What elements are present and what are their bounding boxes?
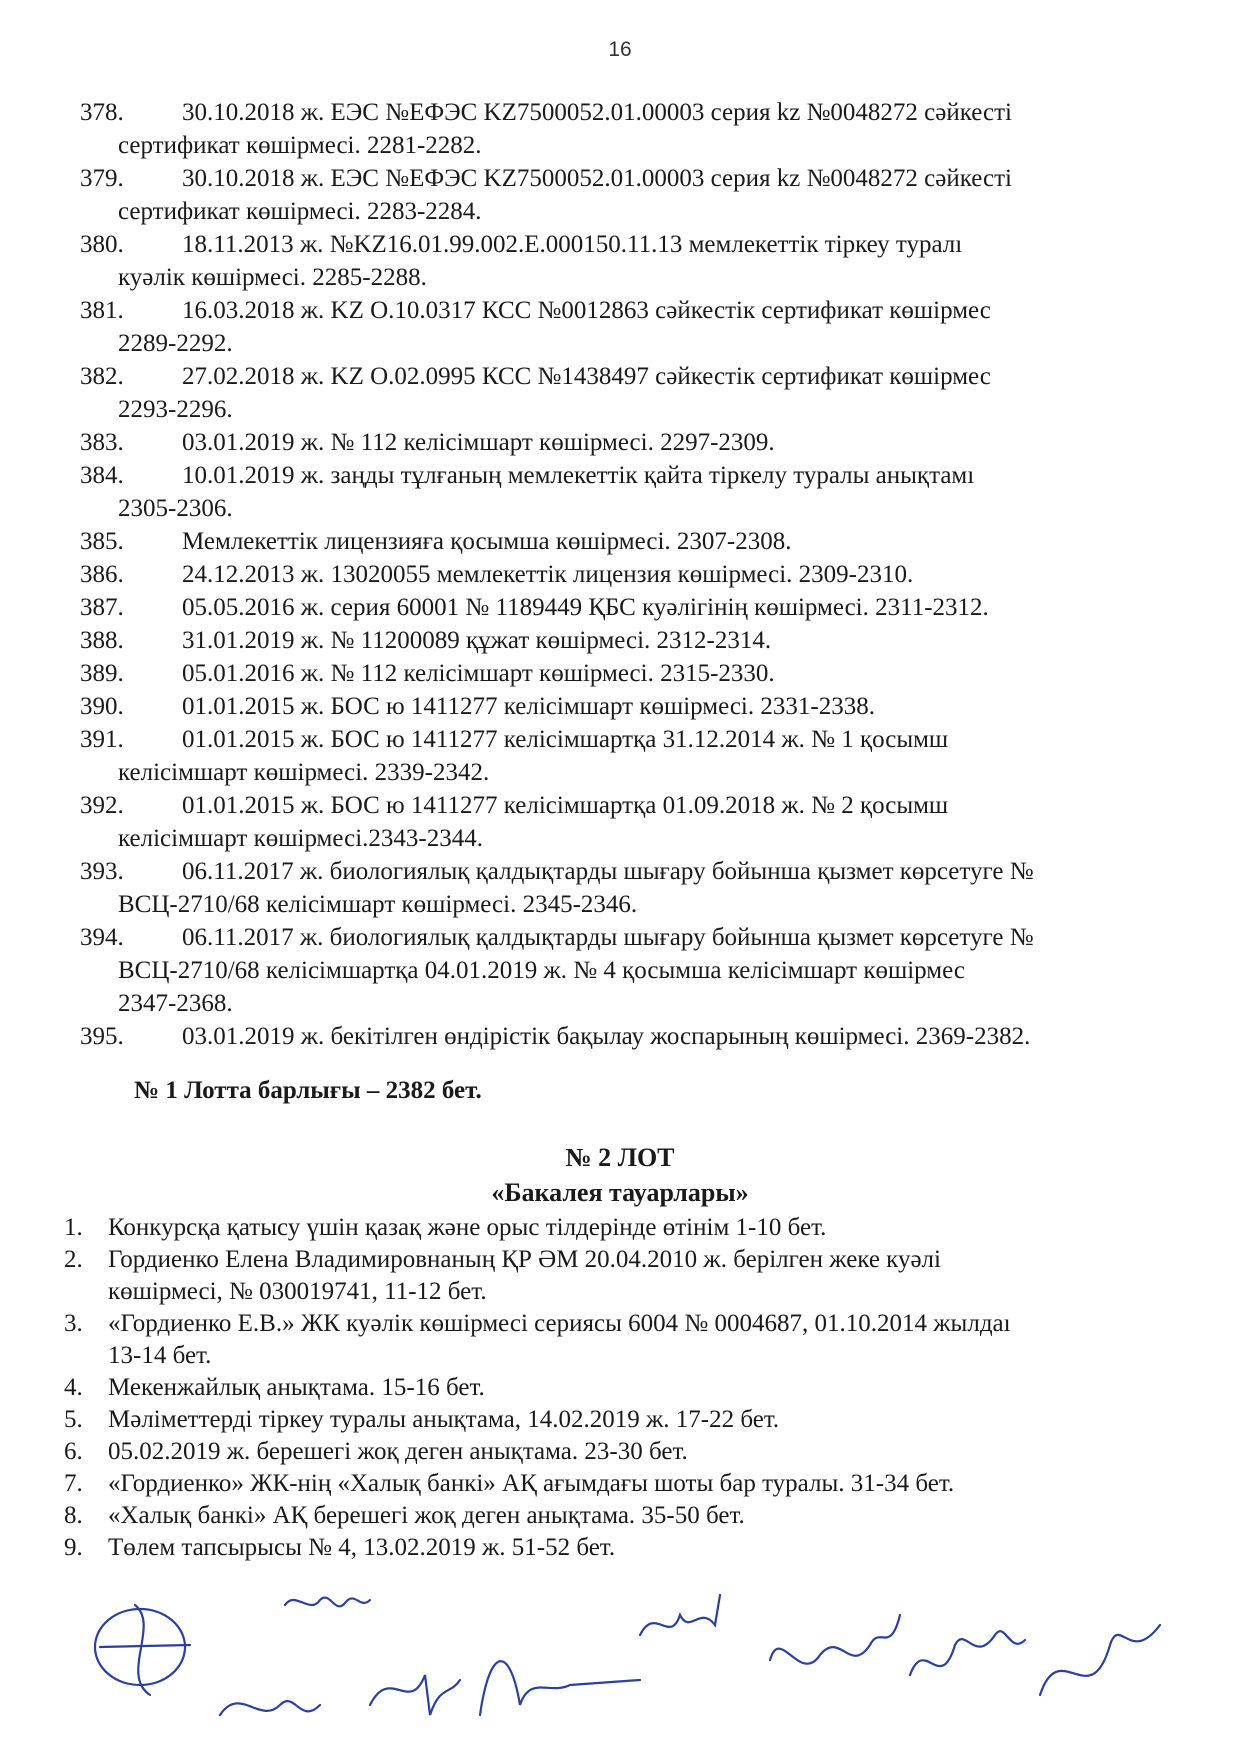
item-text: 06.11.2017 ж. биологиялық қалдықтарды шығару бойынша қызмет көрсетуге №: [182, 858, 1034, 885]
list-item: [80, 426, 1210, 459]
item-text: Мемлекеттік лицензияға қосымша көшірмесі. 2307-2308.: [182, 528, 792, 555]
item-text: Гордиенко Елена Владимировнаның ҚР ӘМ 20.04.2010 ж. берілген жеке куәлі: [108, 1246, 941, 1273]
list-item: [80, 162, 1210, 228]
signature-5: [480, 1661, 640, 1715]
signature-7: [770, 1615, 900, 1664]
document-list-lot2: [64, 1212, 1210, 1564]
item-number: 378.: [80, 99, 124, 126]
page-number: 16: [608, 38, 632, 61]
list-item: [80, 723, 1210, 789]
item-number: 395.: [80, 1023, 124, 1050]
item-number: 385.: [80, 528, 124, 555]
item-text: 18.11.2013 ж. №KZ16.01.99.002.E.000150.11.13 мемлекеттік тіркеу туралı: [182, 231, 963, 258]
list-item: [80, 624, 1210, 657]
item-text: Төлем тапсырысы № 4, 13.02.2019 ж. 51-52 бет.: [108, 1534, 616, 1561]
list-item: [80, 789, 1210, 855]
list-item: [80, 921, 1210, 1020]
list-item: [64, 1244, 1210, 1308]
list-item: [80, 360, 1210, 426]
item-text: 01.01.2015 ж. БОС ю 1411277 келісімшартқа 31.12.2014 ж. № 1 қосымш: [182, 726, 949, 753]
item-text-continued: сертификат көшірмесі. 2281-2282.: [118, 132, 482, 159]
item-text-continued: ВСЦ-2710/68 келісімшартқа 04.01.2019 ж. № 4 қосымша келісімшарт көшірмес: [118, 957, 965, 984]
item-text: «Халық банкі» АҚ берешегі жоқ деген анықтама. 35-50 бет.: [108, 1502, 745, 1529]
item-number: 7.: [64, 1470, 83, 1497]
signature-scribbles: [80, 1585, 1200, 1745]
item-text: Мекенжайлық анықтама. 15-16 бет.: [108, 1374, 485, 1401]
lot2-subtitle: «Бакалея тауарлары»: [491, 1178, 749, 1207]
signature-1-stroke: [100, 1605, 190, 1695]
item-number: 394.: [80, 924, 124, 951]
signature-6: [640, 1595, 720, 1635]
item-text: «Гордиенко Е.В.» ЖК куәлік көшірмесі сериясы 6004 № 0004687, 01.10.2014 жылдаı: [108, 1310, 1011, 1337]
item-text: 03.01.2019 ж. № 112 келісімшарт көшірмесі. 2297-2309.: [182, 429, 775, 456]
list-item: [80, 294, 1210, 360]
signature-3: [220, 1701, 320, 1715]
item-text: 30.10.2018 ж. ЕЭС №ЕФЭС KZ7500052.01.00003 серия kz №0048272 сәйкесті: [182, 165, 1012, 192]
list-item: [64, 1212, 1210, 1244]
item-text: 05.01.2016 ж. № 112 келісімшарт көшірмесі. 2315-2330.: [182, 660, 775, 687]
item-text-continued: куәлік көшірмесі. 2285-2288.: [118, 264, 427, 291]
item-number: 380.: [80, 231, 124, 258]
signatures: [80, 1585, 1200, 1745]
item-text: 24.12.2013 ж. 13020055 мемлекеттік лицензия көшірмесі. 2309-2310.: [182, 561, 914, 588]
lot1-total: № 1 Лотта барлығы – 2382 бет.: [134, 1077, 482, 1104]
list-item: [80, 558, 1210, 591]
item-number: 6.: [64, 1438, 83, 1465]
item-text: 16.03.2018 ж. KZ O.10.0317 КСС №0012863 сәйкестік сертификат көшірмес: [182, 297, 991, 324]
item-text-continued: 2305-2306.: [118, 495, 233, 522]
item-text-continued: 2289-2292.: [118, 330, 233, 357]
list-item: [80, 657, 1210, 690]
item-text: «Гордиенко» ЖК-нің «Халық банкі» АҚ ағымдағы шоты бар туралы. 31-34 бет.: [108, 1470, 955, 1497]
list-item: [80, 228, 1210, 294]
item-number: 393.: [80, 858, 124, 885]
item-text-continued: келісімшарт көшірмесі.2343-2344.: [118, 825, 483, 852]
item-number: 390.: [80, 693, 124, 720]
item-number: 9.: [64, 1534, 83, 1561]
item-number: 1.: [64, 1214, 83, 1241]
item-text-continued: көшірмесі, № 030019741, 11-12 бет.: [108, 1278, 487, 1305]
document-list-lot1: [80, 96, 1210, 1053]
item-text-continued: 2293-2296.: [118, 396, 233, 423]
signature-9: [1040, 1625, 1160, 1695]
item-number: 2.: [64, 1246, 83, 1273]
signature-8: [910, 1631, 1025, 1675]
list-item: [80, 1020, 1210, 1053]
item-text-continued: келісімшарт көшірмесі. 2339-2342.: [118, 759, 490, 786]
list-item: [80, 591, 1210, 624]
item-text: 05.02.2019 ж. берешегі жоқ деген анықтама. 23-30 бет.: [108, 1438, 688, 1465]
list-item: [80, 525, 1210, 558]
list-item: [64, 1532, 1210, 1564]
item-text-continued: ВСЦ-2710/68 келісімшарт көшірмесі. 2345-2346.: [118, 891, 638, 918]
list-item: [64, 1308, 1210, 1372]
item-text: Конкурсқа қатысу үшін қазақ және орыс тілдерінде өтінім 1-10 бет.: [108, 1214, 827, 1241]
item-text: 01.01.2015 ж. БОС ю 1411277 келісімшартқа 01.09.2018 ж. № 2 қосымш: [182, 792, 949, 819]
lot2-title: № 2 ЛОТ: [565, 1143, 675, 1172]
item-text: 01.01.2015 ж. БОС ю 1411277 келісімшарт көшірмесі. 2331-2338.: [182, 693, 875, 720]
item-number: 383.: [80, 429, 124, 456]
item-number: 8.: [64, 1502, 83, 1529]
list-item: [64, 1436, 1210, 1468]
list-item: [64, 1468, 1210, 1500]
item-number: 382.: [80, 363, 124, 390]
list-item: [80, 96, 1210, 162]
item-number: 392.: [80, 792, 124, 819]
item-text: 30.10.2018 ж. ЕЭС №ЕФЭС KZ7500052.01.00003 серия kz №0048272 сәйкесті: [182, 99, 1012, 126]
item-number: 384.: [80, 462, 124, 489]
signature-4: [370, 1675, 460, 1715]
item-number: 379.: [80, 165, 124, 192]
signature-2: [285, 1598, 370, 1607]
item-text: 05.05.2016 ж. серия 60001 № 1189449 ҚБС куәлігінің көшірмесі. 2311-2312.: [182, 594, 989, 621]
item-number: 3.: [64, 1310, 83, 1337]
item-text: 31.01.2019 ж. № 11200089 құжат көшірмесі. 2312-2314.: [182, 627, 772, 654]
item-number: 4.: [64, 1374, 83, 1401]
item-number: 391.: [80, 726, 124, 753]
item-text-continued: 13-14 бет.: [108, 1342, 212, 1369]
list-item: [80, 459, 1210, 525]
item-text-continued: 2347-2368.: [118, 990, 233, 1017]
list-item: [64, 1500, 1210, 1532]
item-text: Мәліметтерді тіркеу туралы анықтама, 14.02.2019 ж. 17-22 бет.: [108, 1406, 780, 1433]
item-number: 381.: [80, 297, 124, 324]
item-text: 03.01.2019 ж. бекітілген өндірістік бақылау жоспарының көшірмесі. 2369-2382.: [182, 1023, 1031, 1050]
item-text-continued: сертификат көшірмесі. 2283-2284.: [118, 198, 482, 225]
list-item: [80, 690, 1210, 723]
list-item: [80, 855, 1210, 921]
list-item: [64, 1372, 1210, 1404]
item-text: 10.01.2019 ж. заңды тұлғаның мемлекеттік қайта тіркелу туралы анықтамı: [182, 462, 975, 489]
item-number: 5.: [64, 1406, 83, 1433]
list-item: [64, 1404, 1210, 1436]
item-number: 387.: [80, 594, 124, 621]
item-number: 389.: [80, 660, 124, 687]
item-number: 386.: [80, 561, 124, 588]
item-text: 27.02.2018 ж. KZ O.02.0995 КСС №1438497 сәйкестік сертификат көшірмес: [182, 363, 991, 390]
item-number: 388.: [80, 627, 124, 654]
item-text: 06.11.2017 ж. биологиялық қалдықтарды шығару бойынша қызмет көрсетуге №: [182, 924, 1034, 951]
